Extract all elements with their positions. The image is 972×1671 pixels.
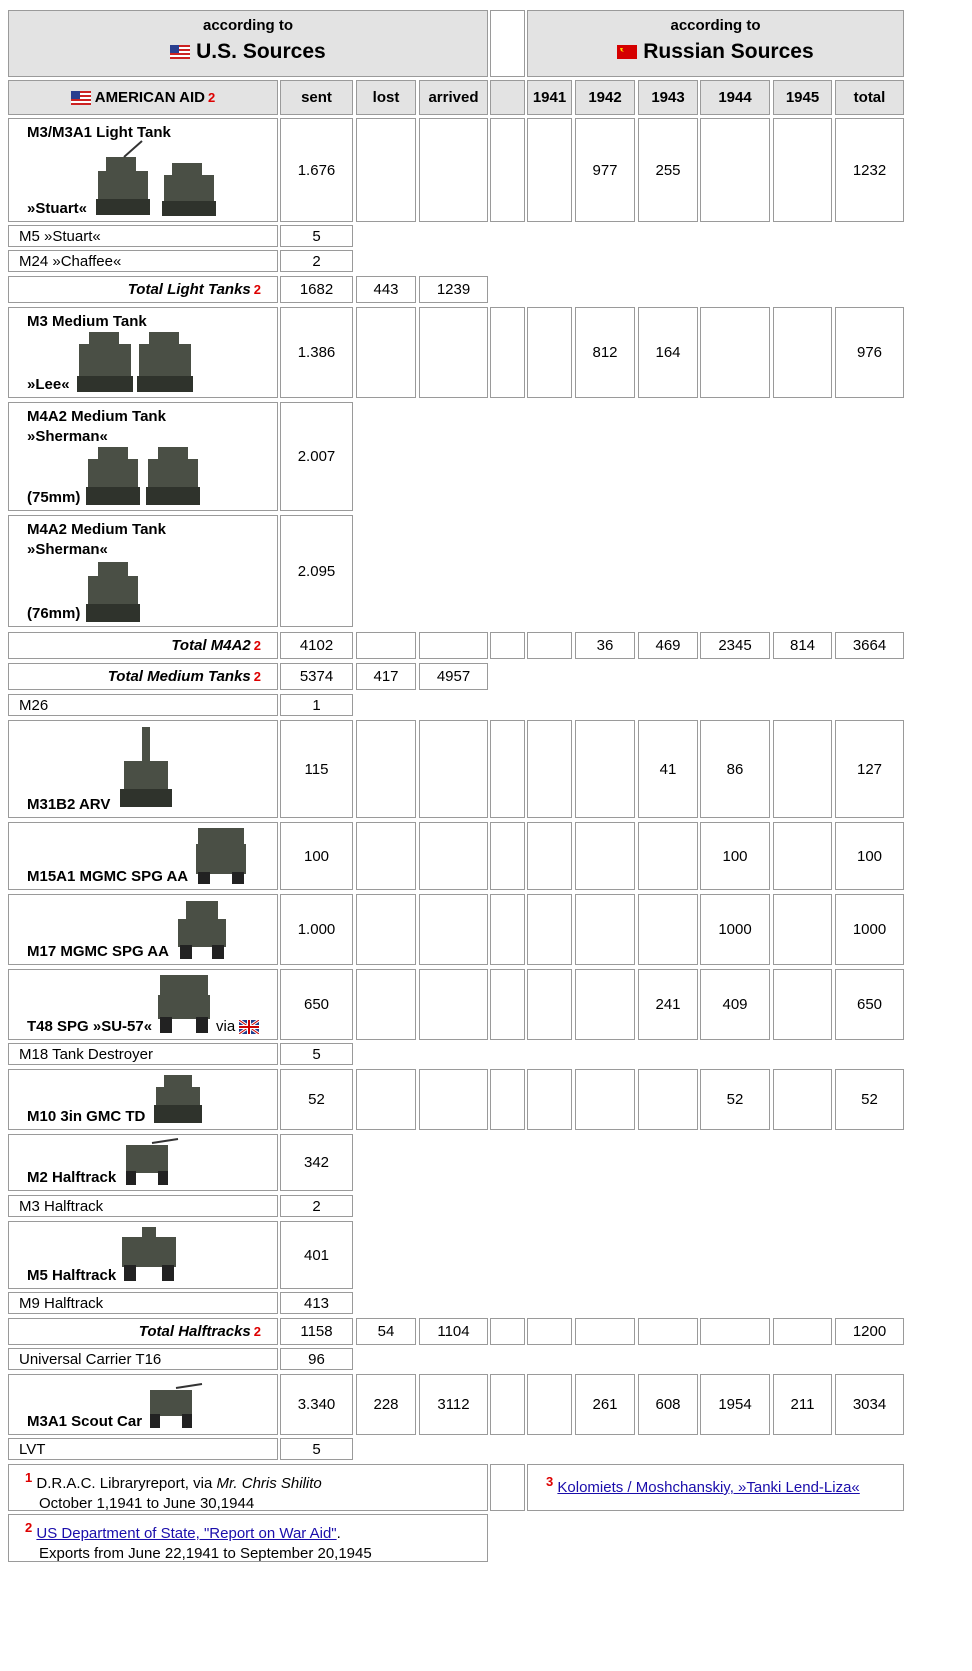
m15-1944: 100 <box>700 822 770 890</box>
footnote-1-number: 1 <box>25 1470 33 1485</box>
m15-sent: 100 <box>280 822 353 890</box>
row-m10 <box>8 1069 278 1130</box>
vehicle-name: M4A2 Medium Tank <box>27 521 166 538</box>
row-m3-halftrack: M3 Halftrack <box>8 1195 278 1217</box>
tm4-total: 3664 <box>835 632 904 659</box>
footnote-spacer <box>490 1464 525 1511</box>
vehicle-nickname: »Lee« <box>27 376 70 393</box>
m15-1942 <box>575 822 635 890</box>
m3m-1941 <box>527 307 572 398</box>
row-lvt: LVT <box>8 1438 278 1460</box>
row-m17 <box>8 894 278 965</box>
m10-1942 <box>575 1069 635 1130</box>
m18-sent: 5 <box>280 1043 353 1065</box>
m31-spacer <box>490 720 525 818</box>
tht-sent: 1158 <box>280 1318 353 1345</box>
vehicle-name: M4A2 Medium Tank <box>27 408 166 425</box>
vehicle-name: M5 Halftrack <box>27 1267 117 1284</box>
t48-via <box>216 1018 259 1035</box>
m3m-sent: 1.386 <box>280 307 353 398</box>
m17-1941 <box>527 894 572 965</box>
row-m2-halftrack <box>8 1134 278 1191</box>
m17-1943 <box>638 894 698 965</box>
footnote-ref-2: 2 <box>208 90 216 105</box>
ru-sources-title: Russian Sources <box>643 40 814 63</box>
footnote-2-number: 2 <box>25 1520 33 1535</box>
col-arrived: arrived <box>419 80 488 115</box>
tm4-lost <box>356 632 416 659</box>
m31-total: 127 <box>835 720 904 818</box>
tht-1942 <box>575 1318 635 1345</box>
footnote-3 <box>527 1464 904 1511</box>
row-m31b2-arv <box>8 720 278 818</box>
total-halftracks-label: Total Halftracks <box>138 1323 251 1340</box>
vehicle-nickname: »Stuart« <box>27 200 88 217</box>
m17-1944: 1000 <box>700 894 770 965</box>
footnote-1-dates: October 1,1941 to June 30,1944 <box>39 1495 255 1512</box>
ru-sources-header <box>527 10 904 77</box>
vehicle-image <box>176 899 228 961</box>
row-m3a1-scout-car <box>8 1374 278 1435</box>
row-universal-carrier: Universal Carrier T16 <box>8 1348 278 1370</box>
m17-1942 <box>575 894 635 965</box>
m3m-lost <box>356 307 416 398</box>
m10-sent: 52 <box>280 1069 353 1130</box>
tm4-1944: 2345 <box>700 632 770 659</box>
vehicle-name: M3 Medium Tank <box>27 313 147 330</box>
m31-1941 <box>527 720 572 818</box>
m3m-1945 <box>773 307 832 398</box>
m17-spacer <box>490 894 525 965</box>
tm4-arrived <box>419 632 488 659</box>
vehicle-image <box>120 1225 178 1285</box>
tm4-1942: 36 <box>575 632 635 659</box>
m2h-sent: 342 <box>280 1134 353 1191</box>
row-m5-halftrack <box>8 1221 278 1289</box>
col-1943: 1943 <box>638 80 698 115</box>
sc-lost: 228 <box>356 1374 416 1435</box>
t48-1944: 409 <box>700 969 770 1040</box>
m3-spacer <box>490 118 525 222</box>
row-m4a2-76mm <box>8 515 278 627</box>
col-spacer <box>490 80 525 115</box>
col-lost: lost <box>356 80 416 115</box>
m3-1944 <box>700 118 770 222</box>
row-m24-chaffee: M24 »Chaffee« <box>8 250 278 272</box>
m10-1944: 52 <box>700 1069 770 1130</box>
m5-sent: 5 <box>280 225 353 247</box>
vehicle-image <box>156 973 212 1035</box>
total-m4a2-label: Total M4A2 <box>171 637 251 654</box>
lvt-sent: 5 <box>280 1438 353 1460</box>
tm4-1941 <box>527 632 572 659</box>
m3m-1943: 164 <box>638 307 698 398</box>
us-according-to: according to <box>202 17 293 34</box>
t48-1943: 241 <box>638 969 698 1040</box>
row-total-medium-tanks <box>8 663 278 690</box>
m31-1942 <box>575 720 635 818</box>
row-total-light-tanks <box>8 276 278 303</box>
uc-sent: 96 <box>280 1348 353 1370</box>
m3-1945 <box>773 118 832 222</box>
uk-flag-icon <box>239 1020 259 1034</box>
footnote-1-text: D.R.A.C. Libraryreport, via <box>36 1475 217 1492</box>
m10-1943 <box>638 1069 698 1130</box>
tht-total: 1200 <box>835 1318 904 1345</box>
row-total-halftracks <box>8 1318 278 1345</box>
american-aid-label: AMERICAN AID <box>94 89 206 106</box>
tm4-spacer <box>490 632 525 659</box>
vehicle-name: M15A1 MGMC SPG AA <box>27 868 189 885</box>
m10-1941 <box>527 1069 572 1130</box>
m3h-sent: 2 <box>280 1195 353 1217</box>
m17-sent: 1.000 <box>280 894 353 965</box>
tlt-sent: 1682 <box>280 276 353 303</box>
vehicle-image <box>122 1137 180 1187</box>
sc-sent: 3.340 <box>280 1374 353 1435</box>
tlt-lost: 443 <box>356 276 416 303</box>
gun-caliber: (76mm) <box>27 605 81 622</box>
vehicle-image <box>146 1380 204 1430</box>
m31-lost <box>356 720 416 818</box>
tht-spacer <box>490 1318 525 1345</box>
sc-1941 <box>527 1374 572 1435</box>
row-m18: M18 Tank Destroyer <box>8 1043 278 1065</box>
m3-arrived <box>419 118 488 222</box>
vehicle-name: M3A1 Scout Car <box>27 1413 143 1430</box>
m15-spacer <box>490 822 525 890</box>
us-sources-header <box>8 10 488 77</box>
footnote-ref-2: 2 <box>253 282 261 297</box>
vehicle-nickname: »Sherman« <box>27 428 108 445</box>
m31-1944: 86 <box>700 720 770 818</box>
t48-lost <box>356 969 416 1040</box>
t48-total: 650 <box>835 969 904 1040</box>
m10-spacer <box>490 1069 525 1130</box>
tm4-1945: 814 <box>773 632 832 659</box>
m3-sent: 1.676 <box>280 118 353 222</box>
sh75-sent: 2.007 <box>280 402 353 511</box>
m15-total: 100 <box>835 822 904 890</box>
tht-1944 <box>700 1318 770 1345</box>
col-1941: 1941 <box>527 80 572 115</box>
gun-caliber: (75mm) <box>27 489 81 506</box>
t48-1942 <box>575 969 635 1040</box>
footnote-3-link[interactable]: Kolomiets / Moshchanskiy, »Tanki Lend-Liza« <box>557 1479 860 1496</box>
vehicle-name: M31B2 ARV <box>27 796 111 813</box>
total-light-tanks-label: Total Light Tanks <box>127 281 251 298</box>
row-m3-stuart <box>8 118 278 222</box>
m3-1941 <box>527 118 572 222</box>
m5h-sent: 401 <box>280 1221 353 1289</box>
tank-image <box>94 139 224 219</box>
m3m-1942: 812 <box>575 307 635 398</box>
footnote-ref-2: 2 <box>253 1324 261 1339</box>
tlt-arrived: 1239 <box>419 276 488 303</box>
footnote-1-person: Mr. Chris Shilito <box>216 1475 322 1492</box>
footnote-1 <box>8 1464 488 1511</box>
header-spacer <box>490 10 525 77</box>
vehicle-name: T48 SPG »SU-57« <box>27 1018 153 1035</box>
via-label: via <box>216 1018 236 1035</box>
t48-sent: 650 <box>280 969 353 1040</box>
row-m5-stuart: M5 »Stuart« <box>8 225 278 247</box>
footnote-3-number: 3 <box>546 1474 554 1489</box>
m17-total: 1000 <box>835 894 904 965</box>
m17-arrived <box>419 894 488 965</box>
tank-image <box>84 445 204 507</box>
row-m26: M26 <box>8 694 278 716</box>
m15-1943 <box>638 822 698 890</box>
m3-1942: 977 <box>575 118 635 222</box>
m15-1945 <box>773 822 832 890</box>
m17-lost <box>356 894 416 965</box>
m31-sent: 115 <box>280 720 353 818</box>
tank-image <box>152 1073 204 1125</box>
tm4-1943: 469 <box>638 632 698 659</box>
m3-lost <box>356 118 416 222</box>
sc-1942: 261 <box>575 1374 635 1435</box>
row-m4a2-75mm <box>8 402 278 511</box>
m10-total: 52 <box>835 1069 904 1130</box>
vehicle-name: M17 MGMC SPG AA <box>27 943 169 960</box>
m3m-spacer <box>490 307 525 398</box>
col-total: total <box>835 80 904 115</box>
m31-1943: 41 <box>638 720 698 818</box>
m3m-total: 976 <box>835 307 904 398</box>
sc-spacer <box>490 1374 525 1435</box>
footnote-2-link[interactable]: US Department of State, "Report on War Aid" <box>36 1525 337 1542</box>
sc-total: 3034 <box>835 1374 904 1435</box>
tht-arrived: 1104 <box>419 1318 488 1345</box>
row-total-m4a2 <box>8 632 278 659</box>
m10-arrived <box>419 1069 488 1130</box>
m31-1945 <box>773 720 832 818</box>
row-t48-su57 <box>8 969 278 1040</box>
sc-1944: 1954 <box>700 1374 770 1435</box>
t48-arrived <box>419 969 488 1040</box>
row-m9-halftrack: M9 Halftrack <box>8 1292 278 1314</box>
vehicle-image <box>194 826 248 886</box>
t48-1941 <box>527 969 572 1040</box>
m15-arrived <box>419 822 488 890</box>
m3-1943: 255 <box>638 118 698 222</box>
sc-1943: 608 <box>638 1374 698 1435</box>
us-flag-icon <box>170 45 190 59</box>
m24-sent: 2 <box>280 250 353 272</box>
american-aid-header <box>8 80 278 115</box>
footnote-ref-2: 2 <box>253 669 261 684</box>
t48-spacer <box>490 969 525 1040</box>
tm4-sent: 4102 <box>280 632 353 659</box>
footnote-ref-2: 2 <box>253 638 261 653</box>
sc-arrived: 3112 <box>419 1374 488 1435</box>
footnote-2 <box>8 1514 488 1562</box>
m26-sent: 1 <box>280 694 353 716</box>
m3m-arrived <box>419 307 488 398</box>
m17-1945 <box>773 894 832 965</box>
m9h-sent: 413 <box>280 1292 353 1314</box>
col-1944: 1944 <box>700 80 770 115</box>
vehicle-nickname: »Sherman« <box>27 541 108 558</box>
t48-1945 <box>773 969 832 1040</box>
tmt-lost: 417 <box>356 663 416 690</box>
sc-1945: 211 <box>773 1374 832 1435</box>
ussr-flag-icon <box>617 45 637 59</box>
tht-1941 <box>527 1318 572 1345</box>
row-m15a1 <box>8 822 278 890</box>
m10-1945 <box>773 1069 832 1130</box>
m3m-1944 <box>700 307 770 398</box>
vehicle-name: M10 3in GMC TD <box>27 1108 146 1125</box>
vehicle-name: M2 Halftrack <box>27 1169 117 1186</box>
total-medium-tanks-label: Total Medium Tanks <box>107 668 251 685</box>
col-sent: sent <box>280 80 353 115</box>
tank-image <box>77 330 197 394</box>
row-m3-lee <box>8 307 278 398</box>
tank-image <box>114 725 176 811</box>
tmt-arrived: 4957 <box>419 663 488 690</box>
vehicle-name: M3/M3A1 Light Tank <box>27 124 171 141</box>
m10-lost <box>356 1069 416 1130</box>
us-flag-icon <box>71 91 91 105</box>
ru-according-to: according to <box>670 17 761 34</box>
footnote-2-period: . <box>336 1525 341 1542</box>
us-sources-title: U.S. Sources <box>196 40 326 63</box>
tht-1943 <box>638 1318 698 1345</box>
m3-total: 1232 <box>835 118 904 222</box>
tank-image <box>84 560 144 624</box>
tht-1945 <box>773 1318 832 1345</box>
col-1945: 1945 <box>773 80 832 115</box>
sh76-sent: 2.095 <box>280 515 353 627</box>
m15-1941 <box>527 822 572 890</box>
tht-lost: 54 <box>356 1318 416 1345</box>
footnote-2-dates: Exports from June 22,1941 to September 20,1945 <box>39 1545 372 1562</box>
m15-lost <box>356 822 416 890</box>
tmt-sent: 5374 <box>280 663 353 690</box>
col-1942: 1942 <box>575 80 635 115</box>
m31-arrived <box>419 720 488 818</box>
